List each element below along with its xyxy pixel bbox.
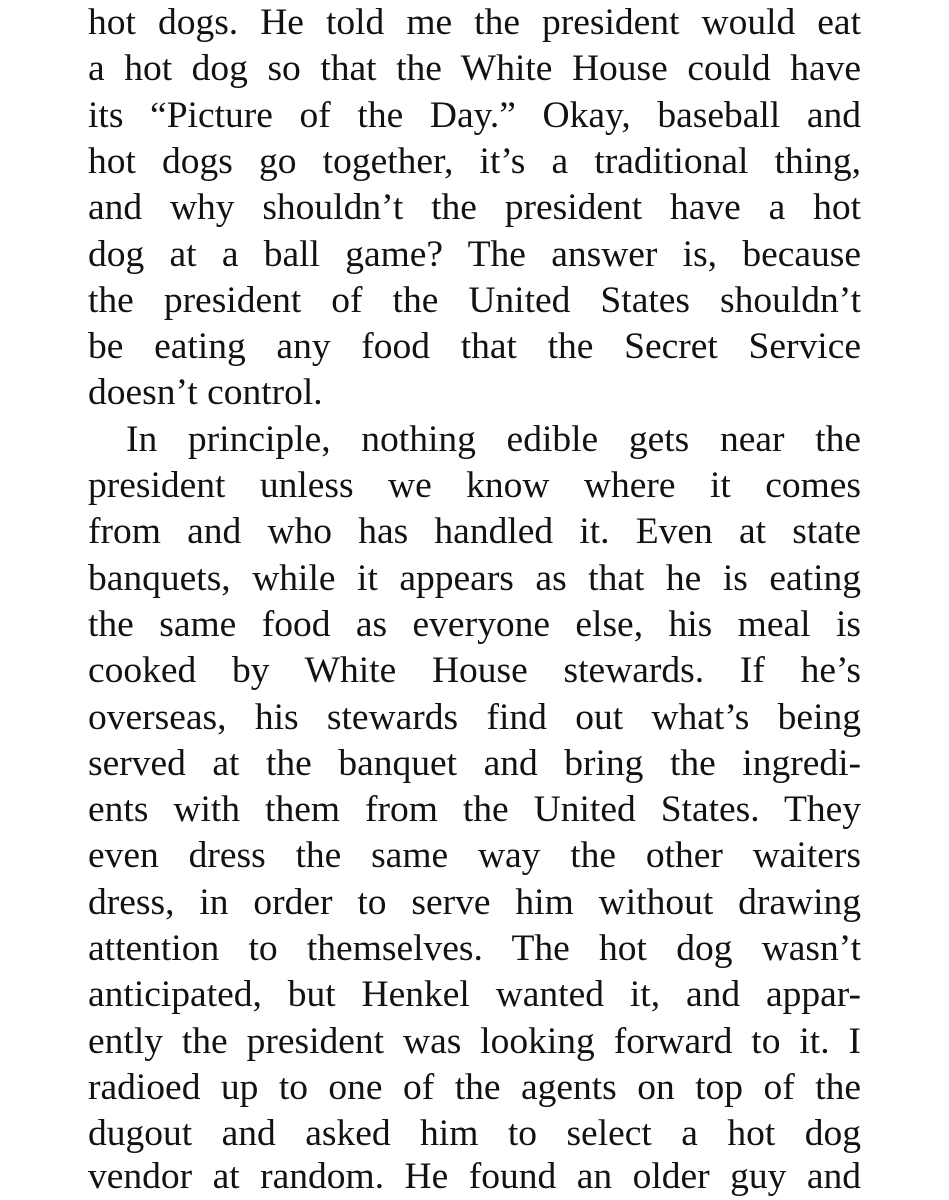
text-line: the president of the United States shouldn’t [88,279,861,321]
text-line: dress, in order to serve him without drawing [88,881,861,923]
text-line: overseas, his stewards find out what’s being [88,696,861,738]
book-page [88,0,861,1200]
text-line: its “Picture of the Day.” Okay, baseball and [88,94,861,136]
text-line: cooked by White House stewards. If he’s [88,650,861,692]
text-line: and why shouldn’t the president have a hot [88,187,861,229]
text-line: be eating any food that the Secret Service [88,326,861,368]
text-line: banquets, while it appears as that he is eating [88,557,861,599]
text-line: hot dogs. He told me the president would eat [88,2,861,43]
text-line: doesn’t control. [88,372,323,414]
text-line: hot dogs go together, it’s a traditional thing, [88,140,861,182]
text-line: even dress the same way the other waiters [88,835,861,877]
text-line: ents with them from the United States. They [88,789,861,831]
text-line: vendor at random. He found an older guy and [88,1156,861,1197]
text-line: dog at a ball game? The answer is, because [88,233,861,275]
text-line: In principle, nothing edible gets near the [126,418,861,460]
text-line: radioed up to one of the agents on top of the [88,1066,861,1108]
text-line: anticipated, but Henkel wanted it, and appar- [88,974,861,1016]
text-line: attention to themselves. The hot dog wasn’t [88,928,861,969]
text-line: a hot dog so that the White House could have [88,48,861,90]
text-line: president unless we know where it comes [88,465,861,506]
text-line: dugout and asked him to select a hot dog [88,1113,861,1155]
text-line: served at the banquet and bring the ingredi- [88,742,861,784]
text-line: ently the president was looking forward to it. I [88,1020,861,1062]
text-line: the same food as everyone else, his meal is [88,603,861,645]
text-line: from and who has handled it. Even at state [88,511,861,553]
